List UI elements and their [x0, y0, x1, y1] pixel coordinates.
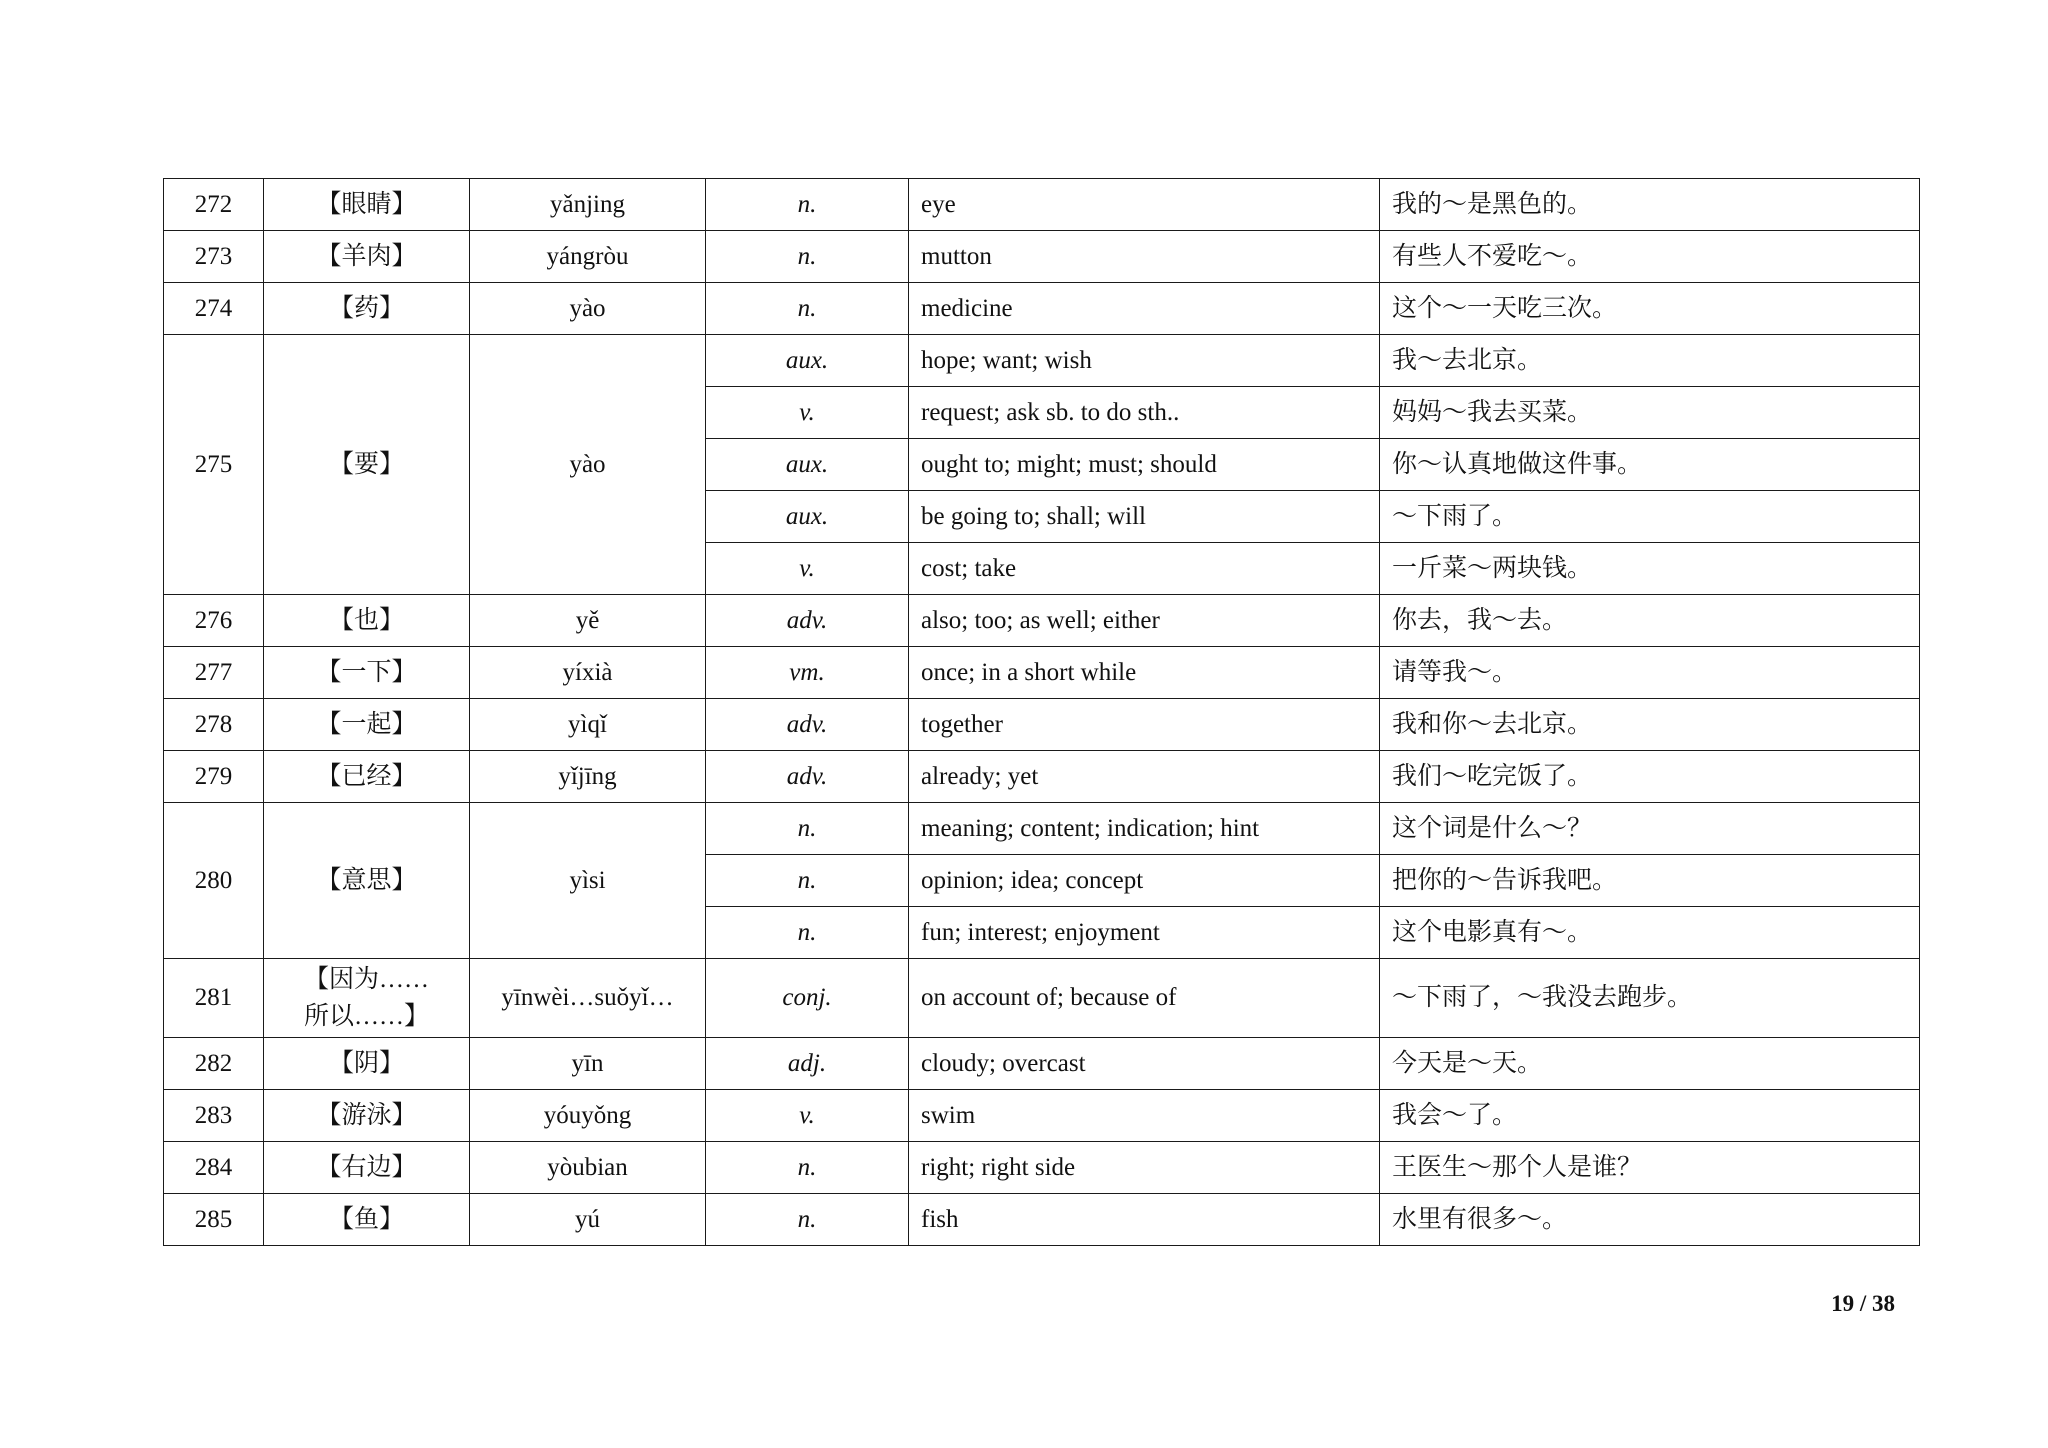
entry-word-line: 【因为…… [303, 966, 429, 993]
sense-part-of-speech: n. [706, 1194, 909, 1246]
sense-definition: cloudy; overcast [909, 1038, 1380, 1090]
sense-definition: mutton [909, 231, 1380, 283]
sense-definition: already; yet [909, 751, 1380, 803]
entry-word: 【药】 [264, 283, 470, 335]
entry-number: 282 [164, 1038, 264, 1090]
sense-definition: ought to; might; must; should [909, 439, 1380, 491]
table-row [164, 179, 1920, 231]
sense-example: 你～认真地做这件事。 [1380, 439, 1920, 491]
table-row [164, 803, 1920, 855]
entry-number: 276 [164, 595, 264, 647]
sense-part-of-speech: n. [706, 1142, 909, 1194]
table-row [164, 231, 1920, 283]
sense-definition: together [909, 699, 1380, 751]
sense-example: 我的～是黑色的。 [1380, 179, 1920, 231]
entry-word: 【一下】 [264, 647, 470, 699]
entry-word: 【已经】 [264, 751, 470, 803]
entry-word-line: 所以……】 [303, 1003, 429, 1030]
sense-example: 今天是～天。 [1380, 1038, 1920, 1090]
sense-definition: fun; interest; enjoyment [909, 907, 1380, 959]
sense-example: 我～去北京。 [1380, 335, 1920, 387]
sense-part-of-speech: vm. [706, 647, 909, 699]
sense-example: 我会～了。 [1380, 1090, 1920, 1142]
sense-part-of-speech: v. [706, 1090, 909, 1142]
table-row [164, 699, 1920, 751]
sense-example: ～下雨了。 [1380, 491, 1920, 543]
sense-example: 这个电影真有～。 [1380, 907, 1920, 959]
sense-part-of-speech: aux. [706, 491, 909, 543]
entry-number: 272 [164, 179, 264, 231]
sense-example: 一斤菜～两块钱。 [1380, 543, 1920, 595]
entry-word: 【右边】 [264, 1142, 470, 1194]
entry-number: 281 [164, 959, 264, 1038]
table-row [164, 283, 1920, 335]
sense-example: 妈妈～我去买菜。 [1380, 387, 1920, 439]
sense-example: 有些人不爱吃～。 [1380, 231, 1920, 283]
entry-word: 【要】 [264, 335, 470, 595]
sense-example: 请等我～。 [1380, 647, 1920, 699]
sense-part-of-speech: adj. [706, 1038, 909, 1090]
entry-word [264, 959, 470, 1038]
vocabulary-table [163, 178, 1920, 1246]
entry-pinyin: yǐjīng [470, 751, 706, 803]
sense-example: 我们～吃完饭了。 [1380, 751, 1920, 803]
sense-example: ～下雨了，～我没去跑步。 [1380, 959, 1920, 1038]
entry-number: 277 [164, 647, 264, 699]
sense-example: 我和你～去北京。 [1380, 699, 1920, 751]
vocabulary-table-body [164, 179, 1920, 1246]
table-row [164, 1038, 1920, 1090]
entry-pinyin: yào [470, 335, 706, 595]
sense-example: 这个～一天吃三次。 [1380, 283, 1920, 335]
entry-pinyin: yīn [470, 1038, 706, 1090]
entry-word: 【阴】 [264, 1038, 470, 1090]
sense-part-of-speech: n. [706, 855, 909, 907]
entry-word: 【羊肉】 [264, 231, 470, 283]
table-row [164, 1142, 1920, 1194]
entry-word: 【一起】 [264, 699, 470, 751]
entry-word: 【游泳】 [264, 1090, 470, 1142]
table-row [164, 959, 1920, 1038]
sense-definition: eye [909, 179, 1380, 231]
entry-pinyin: yángròu [470, 231, 706, 283]
entry-pinyin: yìqǐ [470, 699, 706, 751]
sense-definition: request; ask sb. to do sth.. [909, 387, 1380, 439]
table-row [164, 647, 1920, 699]
sense-part-of-speech: adv. [706, 595, 909, 647]
entry-number: 283 [164, 1090, 264, 1142]
sense-example: 王医生～那个人是谁？ [1380, 1142, 1920, 1194]
sense-part-of-speech: n. [706, 179, 909, 231]
sense-definition: on account of; because of [909, 959, 1380, 1038]
sense-part-of-speech: n. [706, 907, 909, 959]
entry-number: 284 [164, 1142, 264, 1194]
entry-number: 274 [164, 283, 264, 335]
entry-word: 【意思】 [264, 803, 470, 959]
sense-definition: once; in a short while [909, 647, 1380, 699]
sense-part-of-speech: aux. [706, 439, 909, 491]
page-number [1831, 1291, 1895, 1317]
sense-example: 这个词是什么～？ [1380, 803, 1920, 855]
sense-part-of-speech: n. [706, 283, 909, 335]
entry-word: 【鱼】 [264, 1194, 470, 1246]
page-number-total: 38 [1872, 1291, 1895, 1316]
sense-part-of-speech: aux. [706, 335, 909, 387]
entry-pinyin: yě [470, 595, 706, 647]
entry-number: 275 [164, 335, 264, 595]
sense-part-of-speech: v. [706, 387, 909, 439]
entry-pinyin: yú [470, 1194, 706, 1246]
entry-number: 285 [164, 1194, 264, 1246]
entry-number: 279 [164, 751, 264, 803]
entry-pinyin: yòubian [470, 1142, 706, 1194]
sense-example: 水里有很多～。 [1380, 1194, 1920, 1246]
entry-number: 273 [164, 231, 264, 283]
sense-definition: also; too; as well; either [909, 595, 1380, 647]
page-number-current: 19 [1831, 1291, 1855, 1316]
sense-part-of-speech: adv. [706, 751, 909, 803]
sense-part-of-speech: n. [706, 231, 909, 283]
sense-definition: opinion; idea; concept [909, 855, 1380, 907]
table-row [164, 335, 1920, 387]
entry-pinyin: yóuyǒng [470, 1090, 706, 1142]
sense-definition: medicine [909, 283, 1380, 335]
entry-pinyin: yíxià [470, 647, 706, 699]
sense-definition: swim [909, 1090, 1380, 1142]
page-number-separator: / [1854, 1291, 1872, 1316]
sense-part-of-speech: n. [706, 803, 909, 855]
sense-definition: be going to; shall; will [909, 491, 1380, 543]
entry-number: 280 [164, 803, 264, 959]
sense-definition: hope; want; wish [909, 335, 1380, 387]
table-row [164, 1090, 1920, 1142]
sense-definition: fish [909, 1194, 1380, 1246]
entry-pinyin: yìsi [470, 803, 706, 959]
sense-definition: meaning; content; indication; hint [909, 803, 1380, 855]
sense-definition: cost; take [909, 543, 1380, 595]
table-row [164, 751, 1920, 803]
sense-definition: right; right side [909, 1142, 1380, 1194]
entry-number: 278 [164, 699, 264, 751]
sense-part-of-speech: conj. [706, 959, 909, 1038]
sense-part-of-speech: v. [706, 543, 909, 595]
table-row [164, 595, 1920, 647]
table-row [164, 1194, 1920, 1246]
sense-example: 把你的～告诉我吧。 [1380, 855, 1920, 907]
entry-word: 【眼睛】 [264, 179, 470, 231]
entry-pinyin: yǎnjing [470, 179, 706, 231]
entry-pinyin: yào [470, 283, 706, 335]
entry-pinyin: yīnwèi…suǒyǐ… [470, 959, 706, 1038]
entry-word: 【也】 [264, 595, 470, 647]
sense-example: 你去，我～去。 [1380, 595, 1920, 647]
sense-part-of-speech: adv. [706, 699, 909, 751]
